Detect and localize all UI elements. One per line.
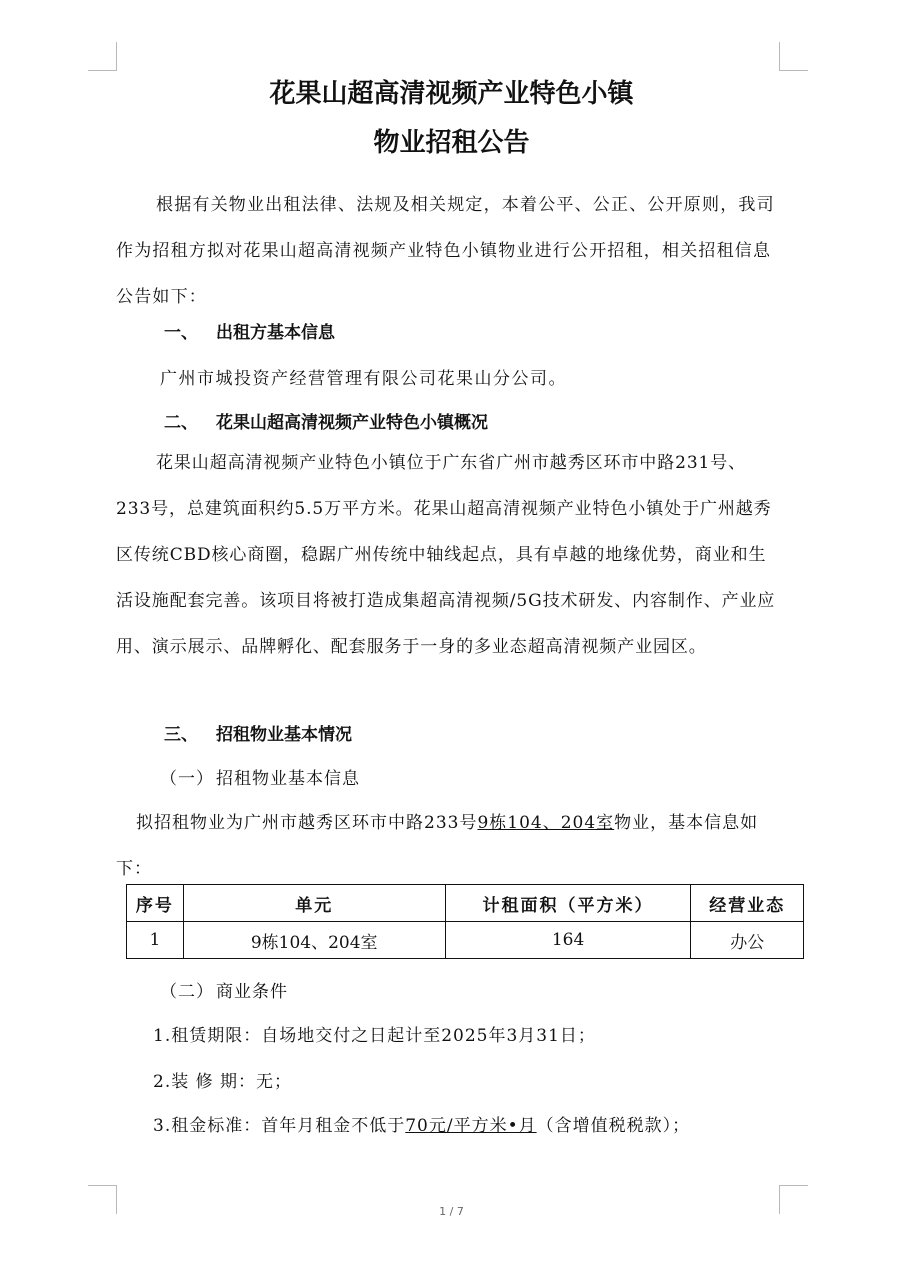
cell-business-type: 办公	[691, 922, 804, 959]
property-text-after: 物业，基本信息如下：	[116, 813, 759, 879]
table-row	[127, 922, 804, 959]
subsection-title: 招租物业基本信息	[216, 769, 360, 789]
table-header-row	[127, 885, 804, 922]
section-title: 出租方基本信息	[216, 323, 335, 343]
property-paragraph	[116, 800, 778, 892]
section-number: 三、	[164, 725, 198, 745]
overview-paragraph: 花果山超高清视频产业特色小镇位于广东省广州市越秀区环市中路231号、233号，总建筑面积约5.5万平方米。花果山超高清视频产业特色小镇处于广州越秀区传统CBD核心商圈，稳踞广州传统中轴线起点，具有卓越的地缘优势，商业和生活设施配套完善。该项目将被打造成集超高清视频/5G技术研发、内容制作、产业应用、演示展示、品牌孵化、配套服务于一身的多业态超高清视频产业园区。	[116, 453, 776, 657]
section-heading-2	[164, 408, 488, 433]
subsection-heading-1	[160, 764, 360, 789]
cell-index: 1	[127, 922, 184, 959]
cell-unit: 9栋104、204室	[183, 922, 445, 959]
header-index: 序号	[127, 885, 184, 922]
crop-mark-top-left	[88, 42, 117, 71]
subsection-title: 商业条件	[216, 982, 288, 1002]
rent-amount-underlined: 70元/平方米•月	[405, 1116, 537, 1136]
section-heading-1	[164, 318, 335, 343]
section-title: 花果山超高清视频产业特色小镇概况	[216, 413, 488, 433]
header-business-type: 经营业态	[691, 885, 804, 922]
document-subtitle: 物业招租公告	[373, 128, 530, 158]
intro-paragraph: 根据有关物业出租法律、法规及相关规定，本着公平、公正、公开原则，我司作为招租方拟对花果山超高清视频产业特色小镇物业进行公开招租，相关招租信息公告如下：	[116, 195, 775, 307]
section-heading-3	[164, 720, 352, 745]
document-title: 花果山超高清视频产业特色小镇	[269, 79, 634, 109]
cell-area: 164	[445, 922, 691, 959]
condition-renovation-period: 2.装 修 期：无；	[153, 1072, 293, 1092]
condition-lease-term: 1.租赁期限：自场地交付之日起计至2025年3月31日；	[153, 1026, 596, 1046]
subsection-heading-2	[160, 977, 288, 1002]
header-unit: 单元	[183, 885, 445, 922]
page-number: 1 / 7	[439, 1205, 464, 1218]
header-area: 计租面积（平方米）	[445, 885, 691, 922]
section-number: 二、	[164, 413, 198, 433]
condition-rent-standard	[153, 1111, 690, 1136]
rent-text-before: 3.租金标准：首年月租金不低于	[153, 1116, 406, 1136]
section-number: 一、	[164, 323, 198, 343]
property-table	[126, 884, 804, 959]
property-unit-underlined: 9栋104、204室	[477, 813, 615, 833]
subsection-number: （二）	[160, 982, 214, 1002]
crop-mark-top-right	[779, 42, 808, 71]
subsection-number: （一）	[160, 769, 214, 789]
lessor-name: 广州市城投资产经营管理有限公司花果山分公司。	[160, 369, 567, 389]
section-title: 招租物业基本情况	[216, 725, 352, 745]
rent-text-after: （含增值税税款）；	[536, 1116, 691, 1136]
property-text-before: 拟招租物业为广州市越秀区环市中路233号	[136, 813, 478, 833]
